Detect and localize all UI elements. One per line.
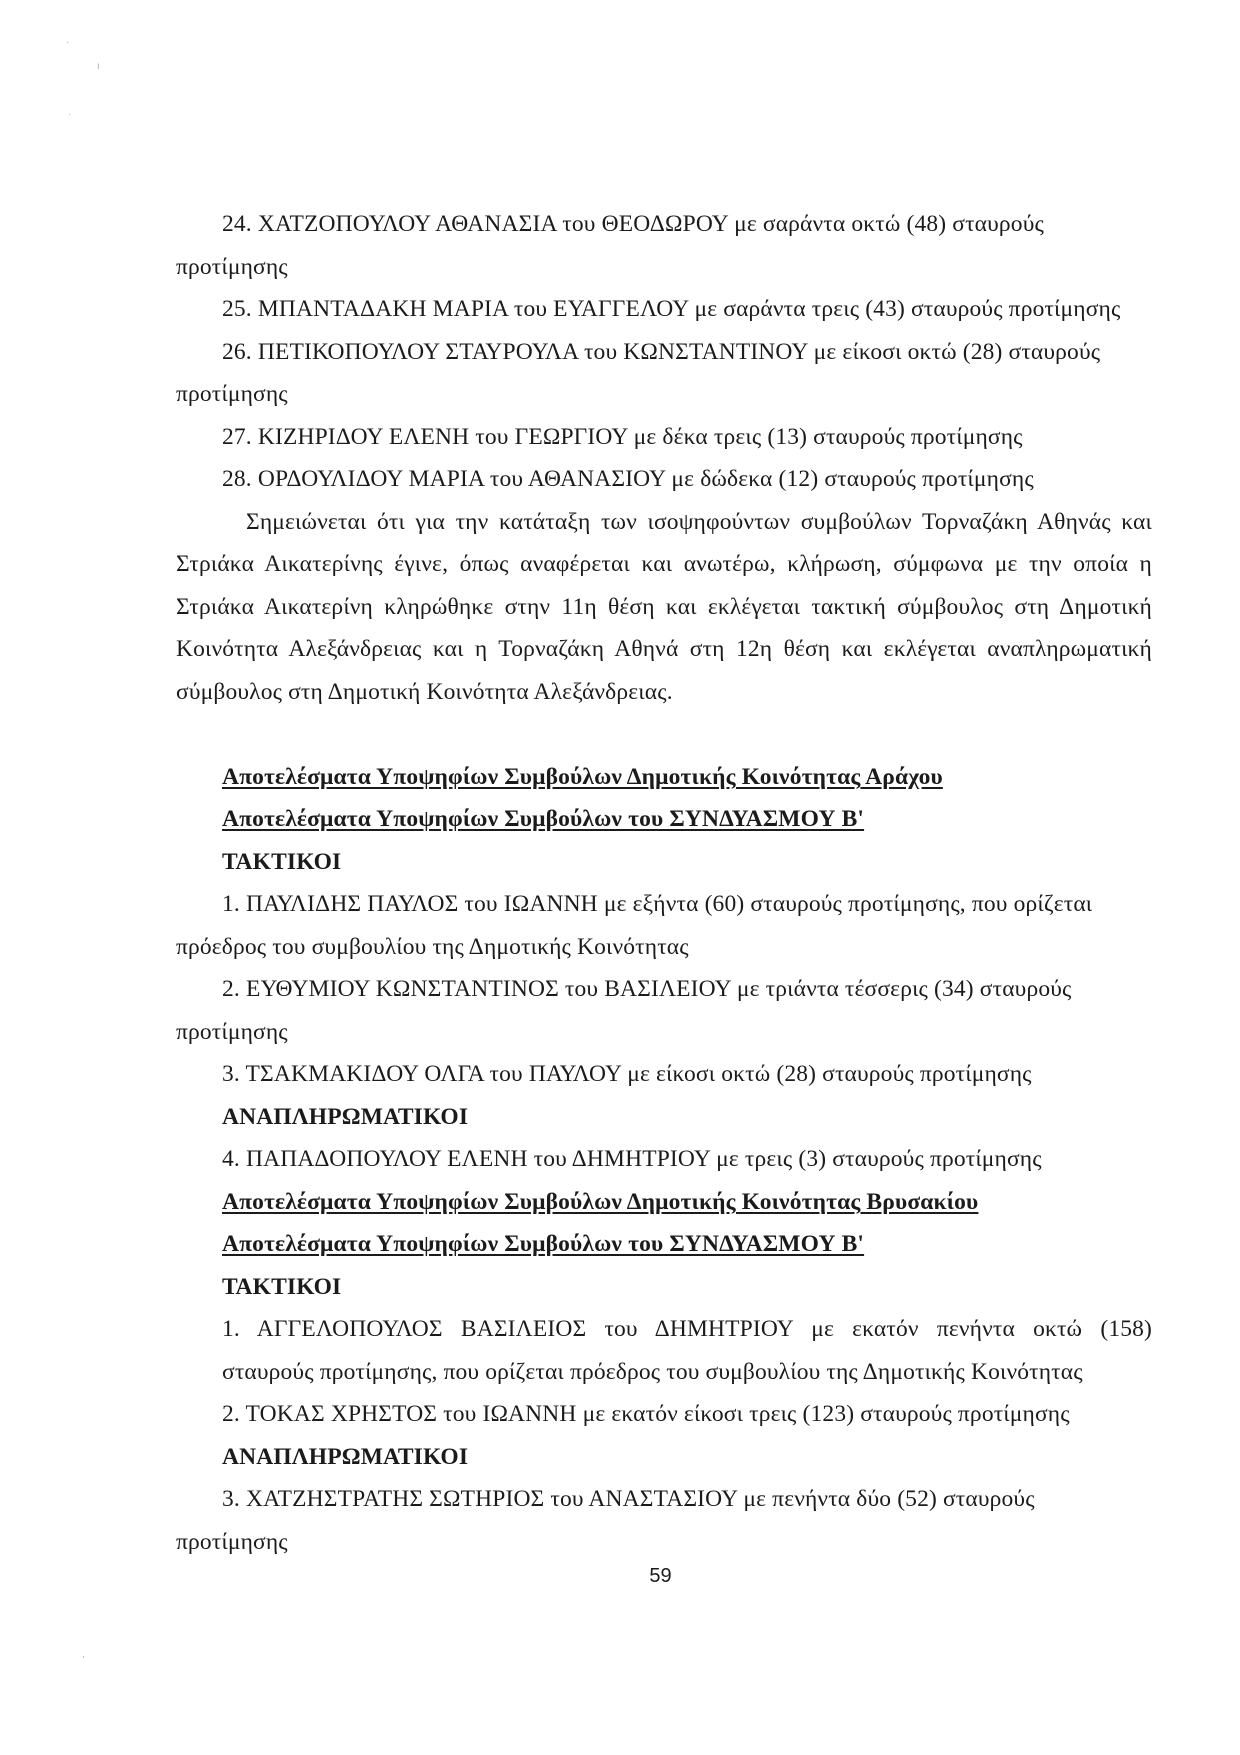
list-item-27: 27. ΚΙΖΗΡΙΔΟΥ ΕΛΕΝΗ του ΓΕΩΡΓΙΟΥ με δέκα τρεις (13) σταυρούς προτίμησης [222,424,1023,450]
page-number: 59 [649,1565,672,1587]
candidate-arachos-1: 1. ΠΑΥΛΙΔΗΣ ΠΑΥΛΟΣ του ΙΩΑΝΝΗ με εξήντα (60) σταυρούς προτίμησης, που ορίζεται [222,891,1093,917]
list-item-26: 26. ΠΕΤΙΚΟΠΟΥΛΟΥ ΣΤΑΥΡΟΥΛΑ του ΚΩΝΣΤΑΝΤΙΝΟΥ με είκοσι οκτώ (28) σταυρούς [222,339,1101,365]
list-item-26-continuation: προτίμησης [176,381,288,407]
note-paragraph-line-2: Στριάκα Αικατερίνης έγινε, όπως αναφέρεται και ανωτέρω, κλήρωση, σύμφωνα με την οποία η [176,551,1152,577]
scan-speck: · [68,109,72,120]
candidate-vrysaki-1: 1. ΑΓΓΕΛΟΠΟΥΛΟΣ ΒΑΣΙΛΕΙΟΣ του ΔΗΜΗΤΡΙΟΥ με εκατόν πενήντα οκτώ (158) [222,1316,1152,1342]
candidate-vrysaki-3-continuation: προτίμησης [176,1529,288,1555]
label-taktikoi-vrysaki: ΤΑΚΤΙΚΟΙ [222,1274,342,1300]
section-subheading-vrysaki: Αποτελέσματα Υποψηφίων Συμβούλων του ΣΥΝΔΥΑΣΜΟΥ Β' [222,1231,865,1257]
section-heading-arachos: Αποτελέσματα Υποψηφίων Συμβούλων Δημοτικής Κοινότητας Αράχου [222,764,943,790]
note-paragraph-line-1: Σημειώνεται ότι για την κατάταξη των ισοψηφούντων συμβούλων Τορναζάκη Αθηνάς και [246,509,1152,535]
candidate-vrysaki-3: 3. ΧΑΤΖΗΣΤΡΑΤΗΣ ΣΩΤΗΡΙΟΣ του ΑΝΑΣΤΑΣΙΟΥ με πενήντα δύο (52) σταυρούς [222,1486,1035,1512]
scan-speck: , [82,1649,85,1660]
candidate-arachos-1-continuation: πρόεδρος του συμβουλίου της Δημοτικής Κοινότητας [176,934,689,960]
section-subheading-arachos: Αποτελέσματα Υποψηφίων Συμβούλων του ΣΥΝΔΥΑΣΜΟΥ Β' [222,806,865,832]
scan-speck: ı [97,61,100,72]
candidate-arachos-2-continuation: προτίμησης [176,1019,288,1045]
note-paragraph-line-5: σύμβουλος στη Δημοτική Κοινότητα Αλεξάνδρειας. [176,679,673,705]
scan-speck: · [66,37,70,48]
candidate-vrysaki-1-continuation: σταυρούς προτίμησης, που ορίζεται πρόεδρος του συμβουλίου της Δημοτικής Κοινότητας [222,1359,1083,1385]
list-item-24: 24. ΧΑΤΖΟΠΟΥΛΟΥ ΑΘΑΝΑΣΙΑ του ΘΕΟΔΩΡΟΥ με σαράντα οκτώ (48) σταυρούς [222,211,1044,237]
section-heading-vrysaki: Αποτελέσματα Υποψηφίων Συμβούλων Δημοτικής Κοινότητας Βρυσακίου [222,1189,979,1215]
label-anaplirwmatikoi-arachos: ΑΝΑΠΛΗΡΩΜΑΤΙΚΟΙ [222,1104,469,1130]
label-anaplirwmatikoi-vrysaki: ΑΝΑΠΛΗΡΩΜΑΤΙΚΟΙ [222,1444,469,1470]
note-paragraph-line-4: Κοινότητα Αλεξάνδρειας και η Τορναζάκη Αθηνά στη 12η θέση και εκλέγεται αναπληρωματική [176,636,1152,662]
candidate-arachos-4: 4. ΠΑΠΑΔΟΠΟΥΛΟΥ ΕΛΕΝΗ του ΔΗΜΗΤΡΙΟΥ με τρεις (3) σταυρούς προτίμησης [222,1146,1042,1172]
candidate-vrysaki-2: 2. ΤΟΚΑΣ ΧΡΗΣΤΟΣ του ΙΩΑΝΝΗ με εκατόν είκοσι τρεις (123) σταυρούς προτίμησης [222,1401,1070,1427]
candidate-arachos-2: 2. ΕΥΘΥΜΙΟΥ ΚΩΝΣΤΑΝΤΙΝΟΣ του ΒΑΣΙΛΕΙΟΥ με τριάντα τέσσερις (34) σταυρούς [222,976,1072,1002]
list-item-25: 25. ΜΠΑΝΤΑΔΑΚΗ ΜΑΡΙΑ του ΕΥΑΓΓΕΛΟΥ με σαράντα τρεις (43) σταυρούς προτίμησης [222,296,1121,322]
list-item-28: 28. ΟΡΔΟΥΛΙΔΟΥ ΜΑΡΙΑ του ΑΘΑΝΑΣΙΟΥ με δώδεκα (12) σταυρούς προτίμησης [222,466,1034,492]
candidate-arachos-3: 3. ΤΣΑΚΜΑΚΙΔΟΥ ΟΛΓΑ του ΠΑΥΛΟΥ με είκοσι οκτώ (28) σταυρούς προτίμησης [222,1061,1032,1087]
note-paragraph-line-3: Στριάκα Αικατερίνη κληρώθηκε στην 11η θέση και εκλέγεται τακτική σύμβουλος στη Δημοτική [176,594,1152,620]
label-taktikoi-arachos: ΤΑΚΤΙΚΟΙ [222,849,342,875]
list-item-24-continuation: προτίμησης [176,254,288,280]
